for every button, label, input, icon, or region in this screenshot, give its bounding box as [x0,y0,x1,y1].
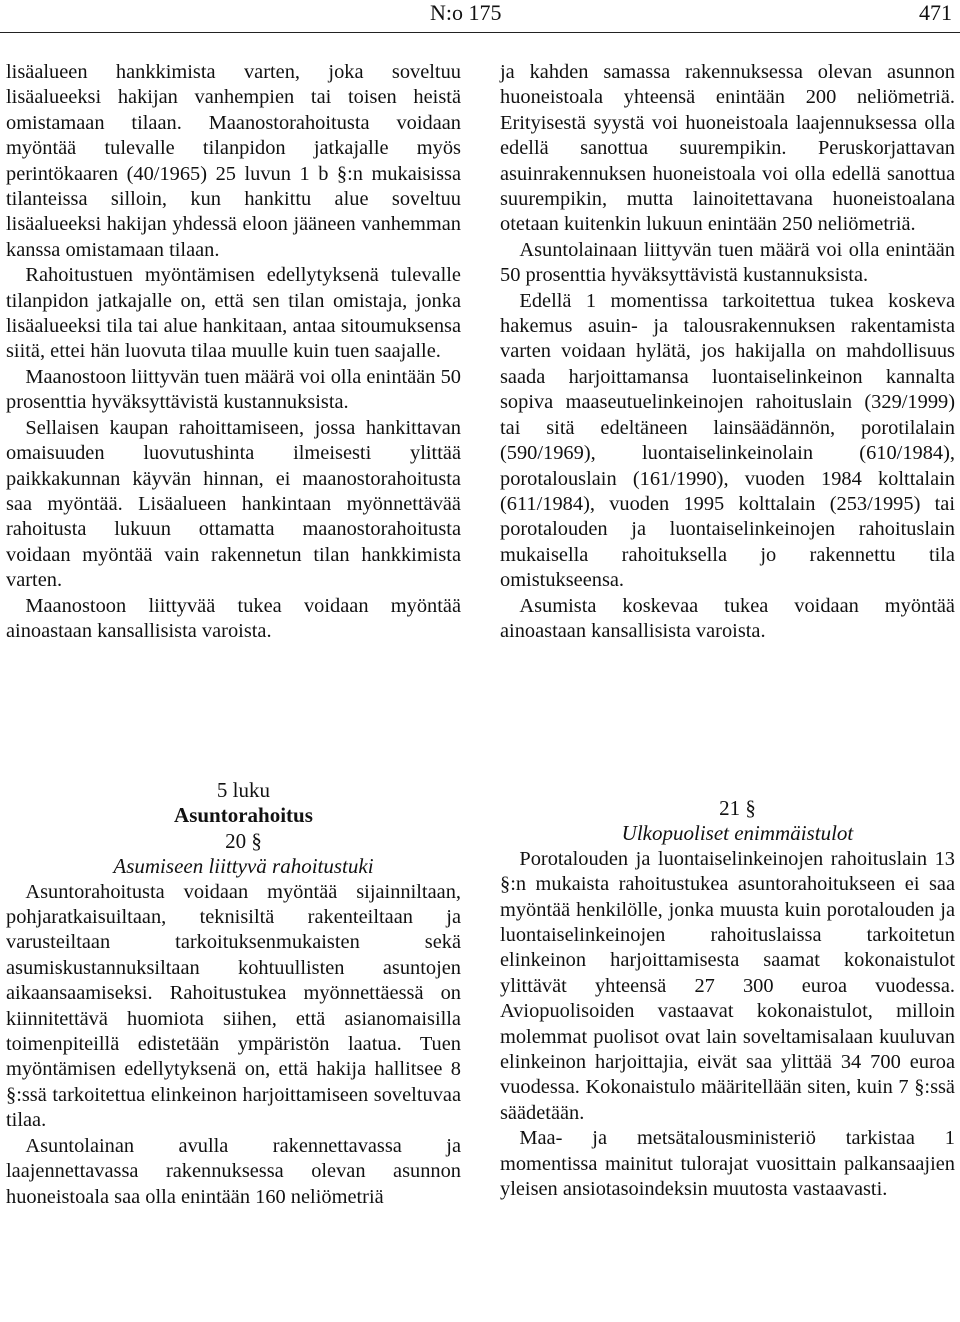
paragraph: Edellä 1 momentissa tarkoitettua tukea koskeva hakemus asuin- ja talousrakennuksen rakentamista varten voidaan hylätä, jos hakijalla on mahdollisuus saada harjoittamansa luontaiselinkeinon kannalta sopiva maaseutuelinkeinojen rahoituslain (329/1999) tai sitä edeltäneen lainsäädännön, porotilalain (590/1969), luontaiselinkeinolain (610/1984), porotalouslain (161/1990), vuoden 1984 kolttalain (611/1984), vuoden 1995 kolttalain (253/1995) tai porotalouden ja luontaiselinkeinojen rahoituslain mukaisella rahoituksella jo rakennettu tila omistukseensa. [500,289,955,592]
paragraph: Maa- ja metsätalousministeriö tarkistaa 1 momentissa mainitut tulorajat vuosittain palkansaajien yleisen ansiotasoindeksin muutosta vastaavasti. [500,1127,955,1201]
column-top-left [6,60,461,644]
column-top-right [500,60,955,644]
section-title: Asumiseen liittyvä rahoitustuki [113,854,374,879]
paragraph: Sellaisen kaupan rahoittamiseen, jossa hankittavan omaisuuden luovutushinta ilmeisesti ylittää paikkakunnan käyvän hinnan, ei maanostorahoitusta saa myöntää. Lisäalueen hankintaan myönnettävää rahoitusta lukuun ottamatta maanostorahoitusta voidaan myöntää vain rakennetun tilan hankkimista varten. [6,416,461,592]
paragraph: Asuntorahoitusta voidaan myöntää sijainniltaan, pohjaratkaisuiltaan, teknisiltä rakenteiltaan ja varusteiltaan tarkoituksenmukaisten sekä asumiskustannuksiltaan kohtuullisten asuntojen aikaansaamiseksi. Rahoitustukea myönnettäessä on kiinnitettävä huomiota siihen, että asianomaisilla toimenpiteillä edistetään ympäristön laatua. Tuen myöntämisen edellytyksenä on, että hakija hallitsee 8 §:ssä tarkoitettua elinkeinon harjoittamiseen soveltuvaa tilaa. [6,880,461,1132]
paragraph: Asuntolainan avulla rakennettavassa ja laajennettavassa rakennuksessa olevan asunnon huoneistoala saa olla enintään 160 neliömetriä [6,1134,461,1208]
paragraph: Maanostoon liittyvää tukea voidaan myöntää ainoastaan kansallisista varoista. [6,594,461,642]
paragraph: Asumista koskevaa tukea voidaan myöntää ainoastaan kansallisista varoista. [500,594,955,642]
section-number: 20 § [225,828,262,853]
section-number: 21 § [719,796,756,820]
section-title: Ulkopuoliset enimmäistulot [621,821,854,846]
header-rule [0,32,960,33]
paragraph: lisäalueen hankkimista varten, joka soveltuu lisäalueeksi hakijan vanhempien tai toisen heistä omistamaan tilaan. Maanostorahoitusta voidaan myöntää tulevalle tilanpidon jatkajalle myös perintökaaren (40/1965) 25 luvun 1 b §:n mukaisissa tilanteissa silloin, kun hankittu alue soveltuu lisäalueeksi hakijan yhdessä eloon jääneen vanhemman kanssa omistamaan tilaan. [6,61,461,261]
paragraph: Rahoitustuen myöntämisen edellytyksenä tulevalle tilanpidon jatkajalle on, että sen tilan omistaja, jonka lisäalueeksi tila tai alue hankitaan, antaa sitoumuksensa siitä, ettei hän luovuta tilaa muulle kuin tuen saajalle. [6,264,461,363]
chapter-number: 5 luku [216,778,271,802]
chapter-title: Asuntorahoitus [174,803,313,828]
column-bottom-right [500,796,955,1203]
paragraph: Porotalouden ja luontaiselinkeinojen rahoituslain 13 §:n mukaista rahoitustukea asuntorahoitukseen ei saa myöntää henkilölle, jonka muusta kuin porotalouden ja luontaiselinkeinojen rahoituslaissa tarkoitetun elinkeinon harjoittamisesta saamat kokonaistulot ylittävät yhteensä 27 300 euroa vuodessa. Aviopuolisoiden vastaavat kokonaistulot, milloin molemmat puolisot ovat lain soveltamisalaan kuuluvan elinkeinon harjoittajia, eivät saa ylittää 34 700 euroa vuodessa. Kokonaistulo määritellään siten, kuin 7 §:ssä säädetään. [500,847,955,1124]
page-number: 471 [919,0,952,25]
paragraph: ja kahden samassa rakennuksessa olevan asunnon huoneistoala yhteensä enintään 200 neliömetriä. Erityisestä syystä voi huoneistoala laajennuksessa olla edellä sanottua suurempikin. Peruskorjattavan asuinrakennuksen huoneistoala voi olla edellä sanottua suurempikin, mutta lainoitettavana huoneistoalana otetaan kuitenkin lukuun enintään 250 neliömetriä. [500,61,955,236]
issue-number: N:o 175 [430,0,502,25]
column-bottom-left [6,778,461,1210]
paragraph: Maanostoon liittyvän tuen määrä voi olla enintään 50 prosenttia hyväksyttävistä kustannuksista. [6,365,461,414]
paragraph: Asuntolainaan liittyvän tuen määrä voi olla enintään 50 prosenttia hyväksyttävistä kustannuksista. [500,238,955,287]
